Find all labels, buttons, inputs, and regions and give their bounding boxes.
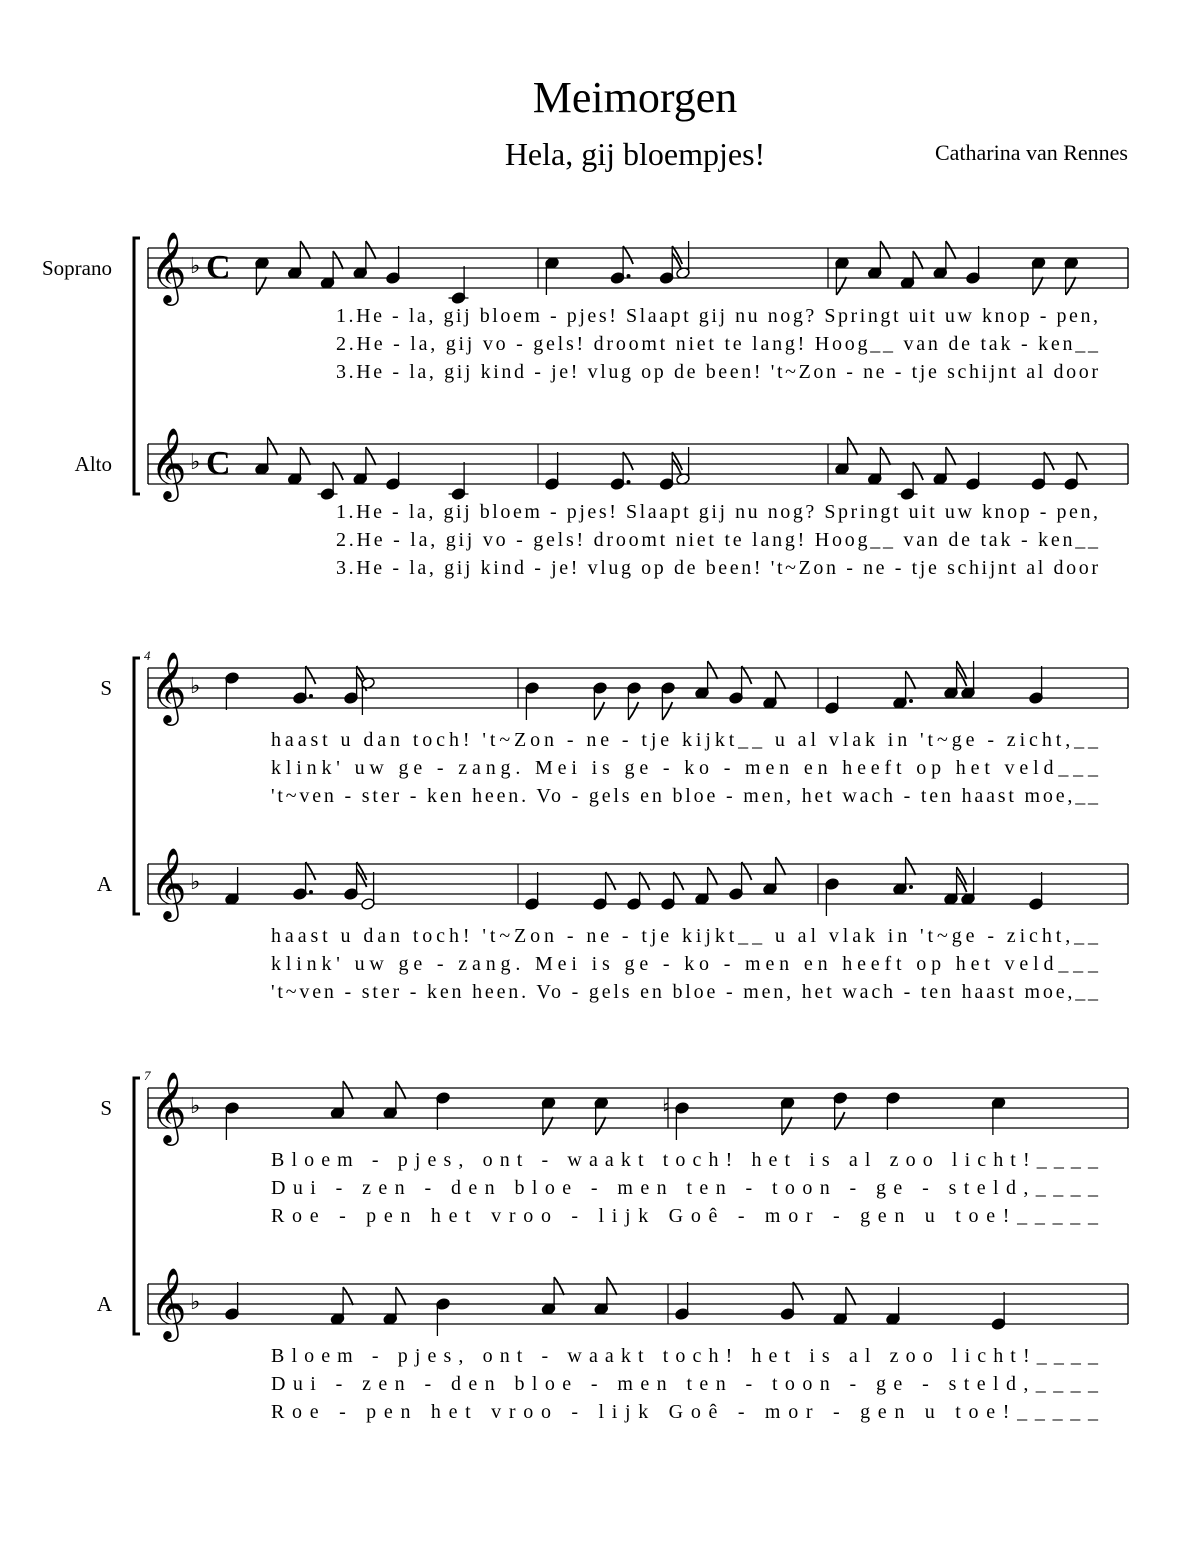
lyric-line: haast u dan toch! 't~Zon - ne - tje kijkt__ u al vlak in 't~ge - zicht,__ bbox=[271, 925, 1098, 947]
lyric-line: Roe - pen het vroo - lijk Goê - mor - gen u toe!_____ bbox=[271, 1401, 1099, 1423]
note-flag bbox=[366, 447, 376, 465]
lyric-line: 1.He - la, gij bloem - pjes! Slaapt gij nu nog? Springt uit uw knop - pen, bbox=[336, 501, 1099, 523]
note-flag bbox=[782, 1117, 792, 1135]
lyric-line: Bloem - pjes, ont - waakt toch! het is al zoo licht!____ bbox=[271, 1345, 1098, 1367]
note-flag bbox=[776, 857, 786, 875]
note-flag bbox=[906, 671, 916, 689]
part-label: S bbox=[100, 676, 112, 700]
note-flag bbox=[596, 1117, 606, 1135]
note-flag bbox=[880, 241, 890, 259]
note-flag bbox=[913, 462, 923, 480]
note-flag bbox=[594, 702, 604, 720]
system-bracket bbox=[134, 238, 140, 494]
note-flag bbox=[640, 872, 650, 890]
note-flag bbox=[300, 447, 310, 465]
augmentation-dot bbox=[909, 885, 913, 889]
composer: Catharina van Rennes bbox=[934, 140, 1128, 165]
time-signature: C bbox=[206, 445, 231, 482]
lyric-line: 1.He - la, gij bloem - pjes! Slaapt gij nu nog? Springt uit uw knop - pen, bbox=[336, 305, 1099, 327]
note-flag bbox=[366, 241, 376, 259]
note-flag bbox=[835, 1112, 845, 1130]
treble-clef-icon: 𝄞 bbox=[150, 1266, 187, 1339]
lyric-line: haast u dan toch! 't~Zon - ne - tje kijkt__ u al vlak in 't~ge - zicht,__ bbox=[271, 729, 1098, 751]
part-label: Alto bbox=[74, 452, 112, 476]
lyric-line: 3.He - la, gij kind - je! vlug op de been! 't~Zon - ne - tje schijnt al door bbox=[336, 361, 1099, 383]
time-signature: C bbox=[206, 249, 231, 286]
treble-clef-icon: 𝄞 bbox=[150, 1070, 187, 1143]
part-label: A bbox=[96, 1292, 112, 1316]
note-flag bbox=[343, 1081, 353, 1099]
lyric-line: 2.He - la, gij vo - gels! droomt niet te lang! Hoog__ van de tak - ken__ bbox=[336, 529, 1099, 551]
note-flag bbox=[674, 872, 684, 890]
note-flag bbox=[396, 1081, 406, 1099]
lyric-line: Dui - zen - den bloe - men ten - toon - ge - steld,____ bbox=[271, 1373, 1098, 1395]
treble-clef-icon: 𝄞 bbox=[150, 650, 187, 723]
augmentation-dot bbox=[627, 274, 631, 278]
augmentation-dot bbox=[627, 480, 631, 484]
augmentation-dot bbox=[309, 890, 313, 894]
part-label: S bbox=[100, 1096, 112, 1120]
treble-clef-icon: 𝄞 bbox=[150, 230, 187, 303]
note-flag bbox=[306, 666, 316, 684]
note-flag bbox=[607, 1277, 617, 1295]
flat-icon: ♭ bbox=[190, 674, 201, 699]
note-flag bbox=[343, 1287, 353, 1305]
note-flag bbox=[708, 661, 718, 679]
lyric-line: 't~ven - ster - ken heen. Vo - gels en bloe - men, het wach - ten haast moe,__ bbox=[271, 785, 1099, 807]
note-flag bbox=[333, 462, 343, 480]
note-flag bbox=[333, 251, 343, 269]
treble-clef-icon: 𝄞 bbox=[150, 846, 187, 919]
note-flag bbox=[742, 666, 752, 684]
lyric-line: 't~ven - ster - ken heen. Vo - gels en bloe - men, het wach - ten haast moe,__ bbox=[271, 981, 1099, 1003]
flat-icon: ♭ bbox=[190, 254, 201, 279]
note-flag bbox=[306, 862, 316, 880]
page-title: Meimorgen bbox=[532, 73, 738, 122]
note-flag bbox=[300, 241, 310, 259]
page-subtitle: Hela, gij bloempjes! bbox=[504, 136, 766, 172]
augmentation-dot bbox=[309, 694, 313, 698]
note-flag bbox=[623, 246, 633, 264]
augmentation-dot bbox=[909, 699, 913, 703]
note-flag bbox=[946, 241, 956, 259]
lyric-line: Roe - pen het vroo - lijk Goê - mor - gen u toe!_____ bbox=[271, 1205, 1099, 1227]
lyric-line: klink' uw ge - zang. Mei is ge - ko - men en heeft op het veld___ bbox=[271, 757, 1098, 779]
note-flag bbox=[848, 437, 858, 455]
note-flag bbox=[628, 702, 638, 720]
part-label: A bbox=[96, 872, 112, 896]
lyric-line: 3.He - la, gij kind - je! vlug op de been! 't~Zon - ne - tje schijnt al door bbox=[336, 557, 1099, 579]
measure-number: 7 bbox=[144, 1068, 151, 1083]
note-flag bbox=[623, 452, 633, 470]
note-flag bbox=[906, 857, 916, 875]
flat-icon: ♭ bbox=[190, 870, 201, 895]
note-flag bbox=[1033, 277, 1043, 295]
note-flag bbox=[776, 671, 786, 689]
flat-icon: ♭ bbox=[190, 1290, 201, 1315]
note-flag bbox=[268, 437, 278, 455]
natural-icon: ♮ bbox=[662, 1096, 670, 1121]
lyric-line: Bloem - pjes, ont - waakt toch! het is al zoo licht!____ bbox=[271, 1149, 1098, 1171]
flat-icon: ♭ bbox=[190, 450, 201, 475]
part-label: Soprano bbox=[42, 256, 112, 280]
note-flag bbox=[1044, 452, 1054, 470]
note-flag bbox=[846, 1287, 856, 1305]
system-bracket bbox=[134, 1078, 140, 1334]
note-flag bbox=[543, 1117, 553, 1135]
note-flag bbox=[396, 1287, 406, 1305]
note-flag bbox=[946, 447, 956, 465]
lyric-line: Dui - zen - den bloe - men ten - toon - ge - steld,____ bbox=[271, 1177, 1098, 1199]
note-flag bbox=[256, 277, 266, 295]
note-flag bbox=[913, 251, 923, 269]
note-flag bbox=[742, 862, 752, 880]
note-flag bbox=[836, 277, 846, 295]
note-flag bbox=[708, 867, 718, 885]
lyric-line: 2.He - la, gij vo - gels! droomt niet te lang! Hoog__ van de tak - ken__ bbox=[336, 333, 1099, 355]
lyric-line: klink' uw ge - zang. Mei is ge - ko - men en heeft op het veld___ bbox=[271, 953, 1098, 975]
note-flag bbox=[1066, 277, 1076, 295]
system-bracket bbox=[134, 658, 140, 914]
note-flag bbox=[880, 447, 890, 465]
note-flag bbox=[554, 1277, 564, 1295]
treble-clef-icon: 𝄞 bbox=[150, 426, 187, 499]
flat-icon: ♭ bbox=[190, 1094, 201, 1119]
note-flag bbox=[1077, 452, 1087, 470]
note-flag bbox=[793, 1282, 803, 1300]
note-flag bbox=[606, 872, 616, 890]
note-flag bbox=[662, 702, 672, 720]
measure-number: 4 bbox=[144, 648, 151, 663]
